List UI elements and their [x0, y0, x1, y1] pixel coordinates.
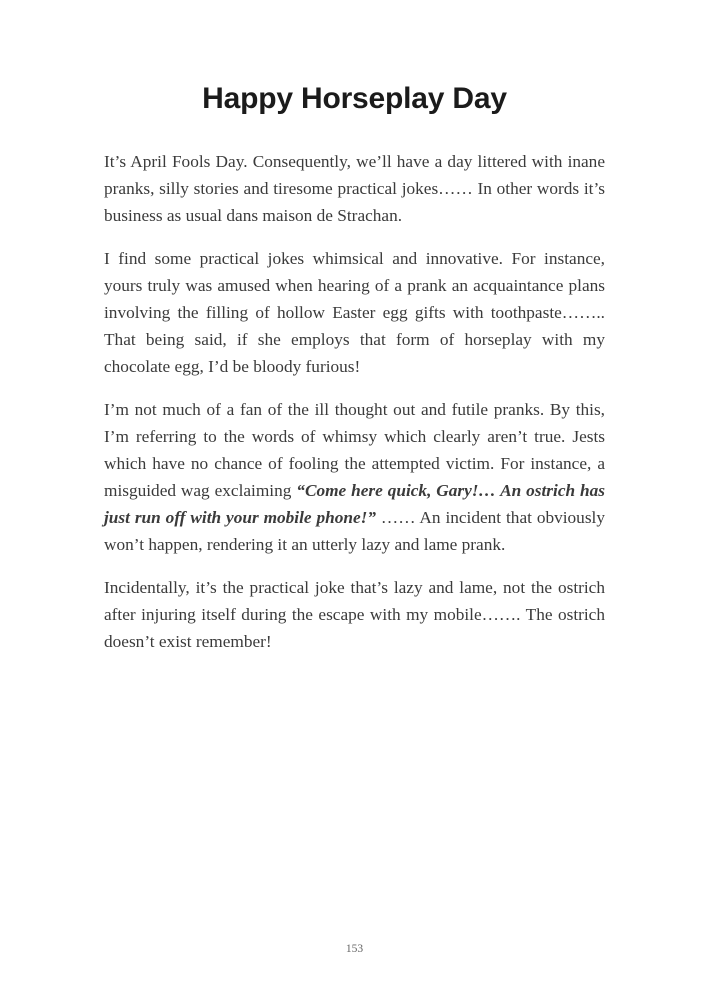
page-number: 153 [345, 943, 364, 955]
paragraph-3-text-before: I’m not much of a fan of the ill thought out and futile pranks. By this, I’m referring to the words of whimsy which clearly aren’t true. Jests which have no chance of fooling the attempted victim. For instance, a misguided wag exclaiming [104, 400, 605, 500]
paragraph-2 [104, 245, 605, 380]
paragraph-4 [104, 574, 605, 655]
paragraph-2-text: I find some practical jokes whimsical and innovative. For instance, yours truly was amused when hearing of a prank an acquaintance plans involving the filling of hollow Easter egg gifts with toothpaste…….. That being said, if she employs that form of horseplay with my chocolate egg, I’d be bloody furious! [104, 249, 605, 376]
page-title: Happy Horseplay Day [202, 82, 507, 115]
paragraph-1 [104, 148, 605, 229]
paragraph-4-text: Incidentally, it’s the practical joke that’s lazy and lame, not the ostrich after injuring itself during the escape with my mobile……. The ostrich doesn’t exist remember! [104, 578, 605, 651]
paragraph-3-text-after: …… An incident that obviously won’t happen, rendering it an utterly lazy and lame prank. [104, 508, 605, 554]
paragraph-1-text: It’s April Fools Day. Consequently, we’ll have a day littered with inane pranks, silly stories and tiresome practical jokes…… In other words it’s business as usual dans maison de Strachan. [104, 152, 605, 225]
article-body [104, 148, 605, 655]
paragraph-3-emphasized-quote: “Come here quick, Gary!… An ostrich has just run off with your mobile phone!” [104, 481, 605, 527]
paragraph-3 [104, 396, 605, 558]
